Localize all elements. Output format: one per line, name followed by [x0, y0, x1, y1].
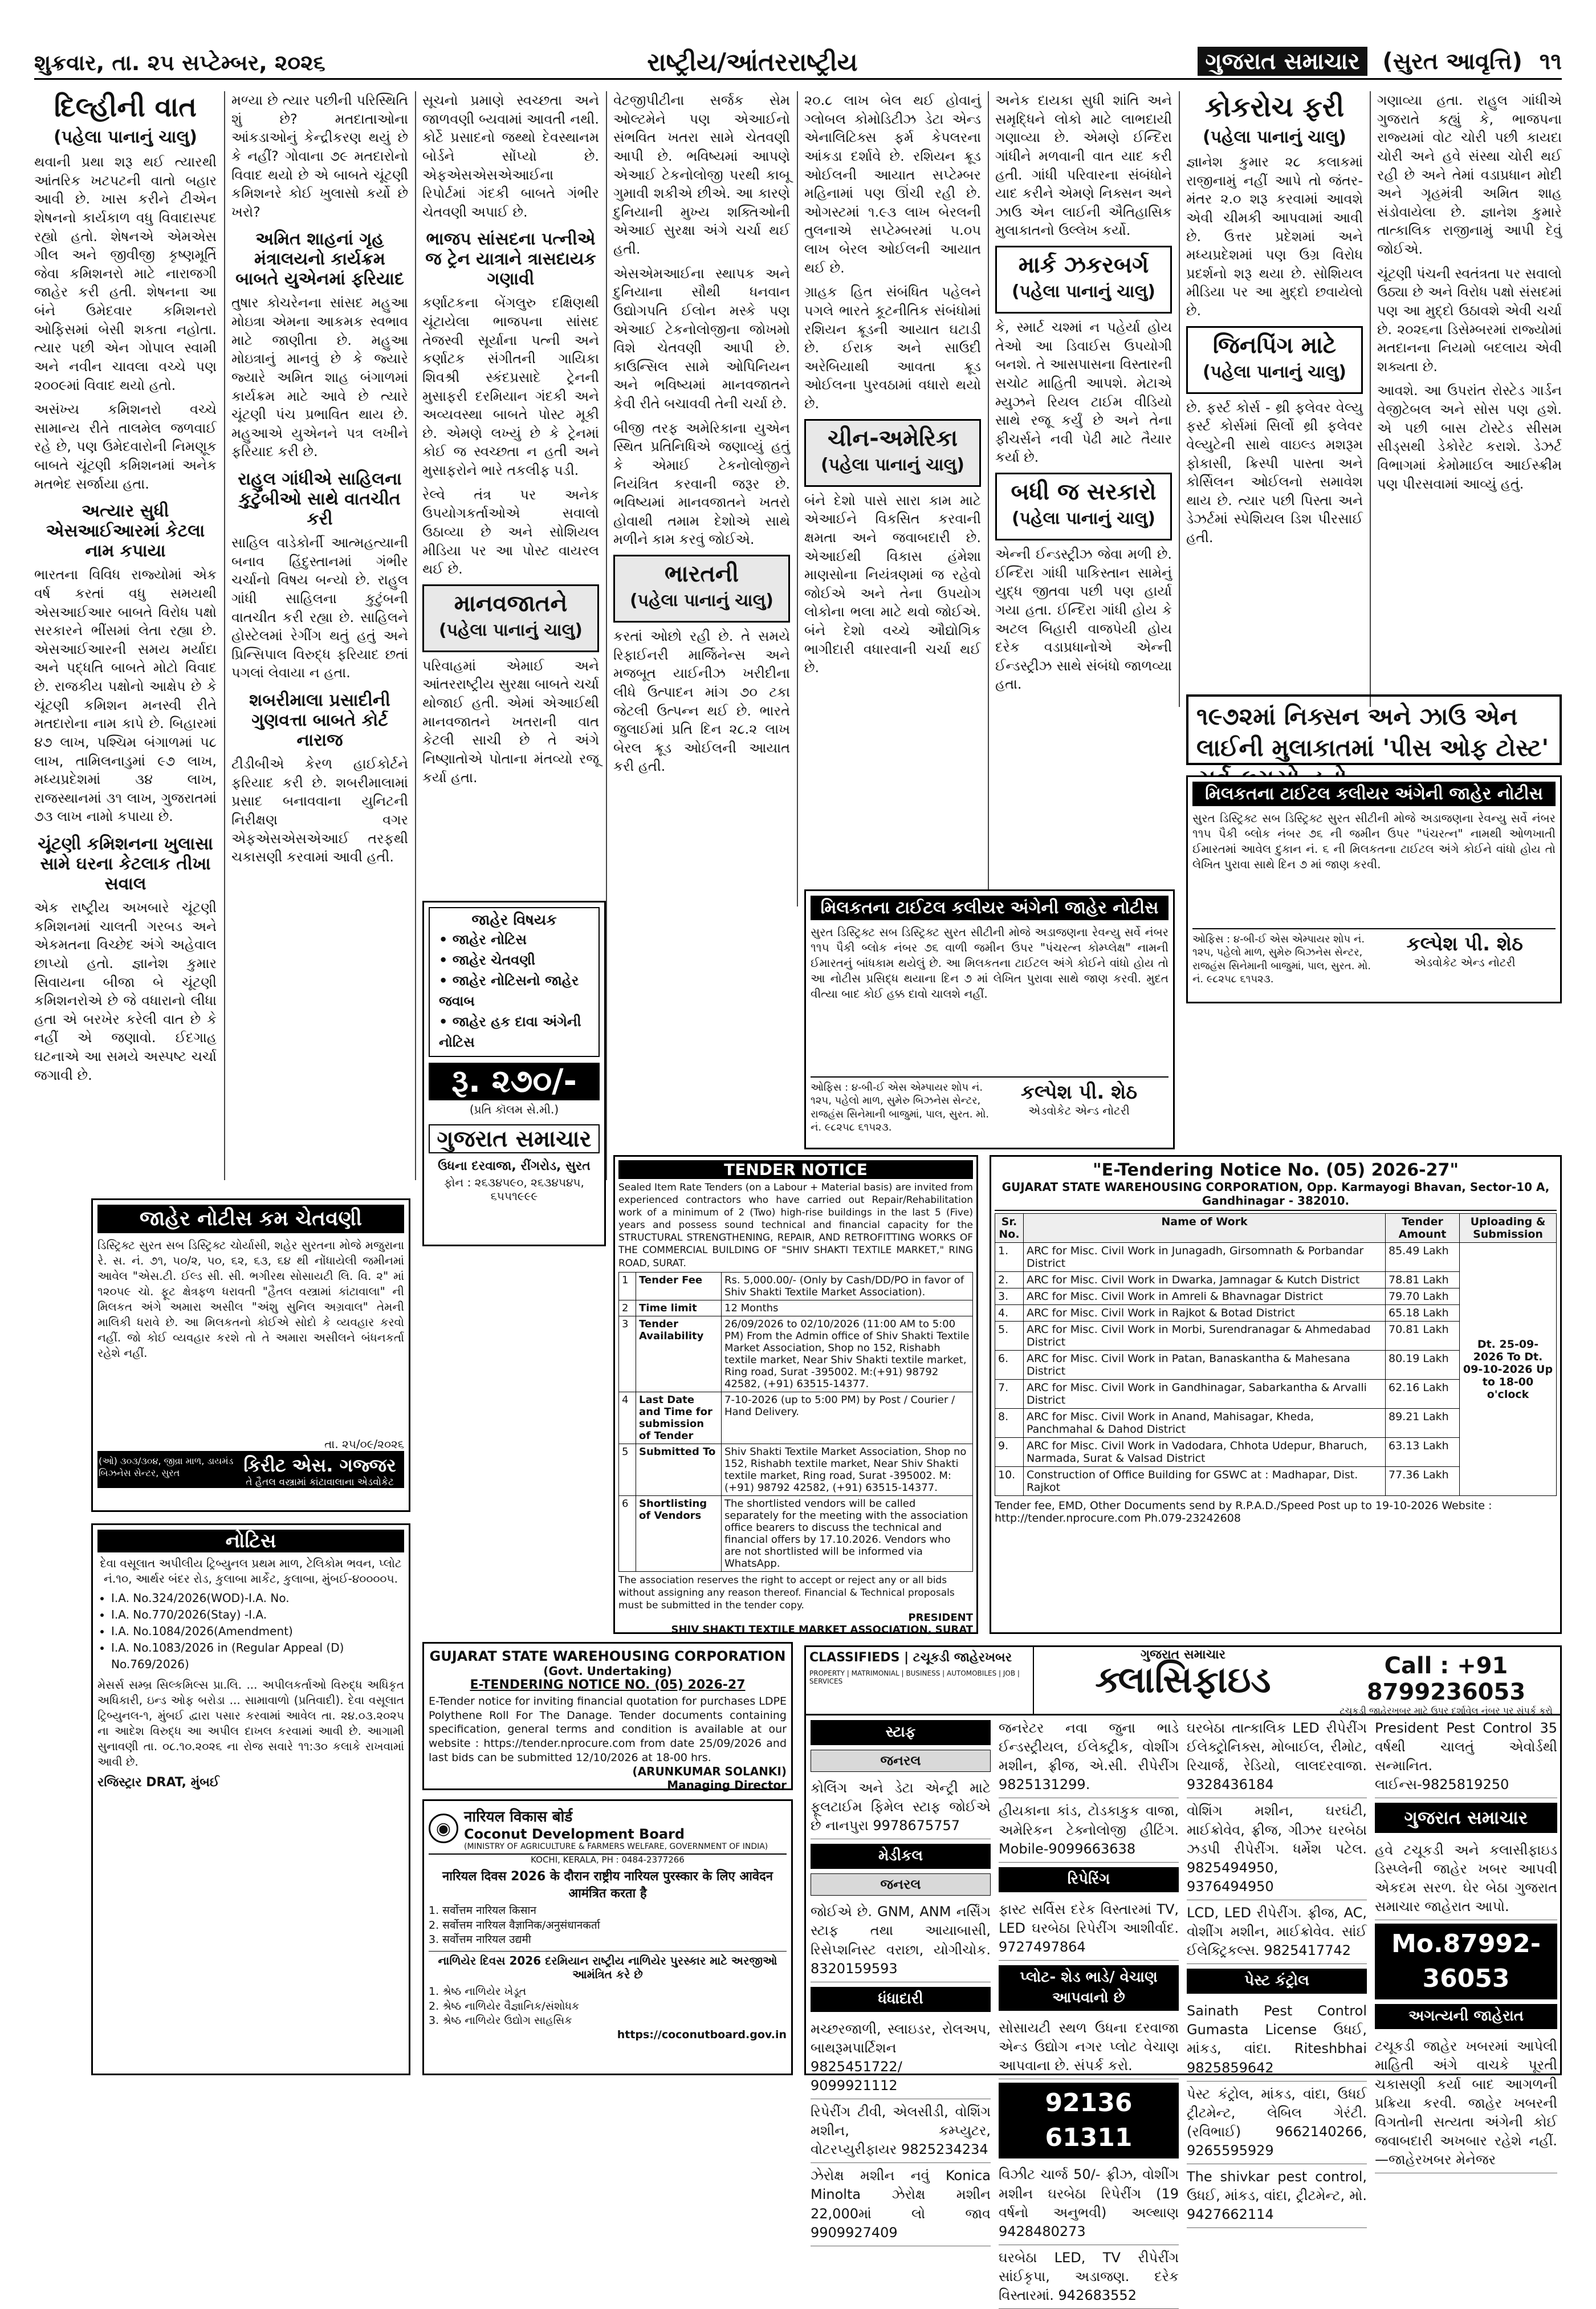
classified-category: ધંધાદારી [811, 1987, 991, 2012]
paragraph: અસંખ્ય કમિશનરો વચ્ચે સામાન્ય રીતે તાલમેલ જળવાઈ રહે છે, પણ ઉમેદવારોની નિમણૂક બાબતે ચૂંટણી કમિશનમાં અનેક મતભેદ સર્જાયા હતા. [34, 401, 217, 492]
categories-line: PROPERTY | MATRIMONIAL | BUSINESS | AUTOMOBILES | JOB | SERVICES [809, 1669, 1020, 1685]
continued-label: (પહેલા પાનાનું ચાલુ) [1202, 127, 1347, 147]
table-cell-value: 26/09/2026 to 02/10/2026 (11:00 AM to 5:00 PM) From the Admin office of Shiv Shakti Textile Market Association, Shop no 152, Rishabh textile market, Near Shiv Shakti textile market, Ring road, Surat -395002. M:(+91) 98792 42582, (+91) 63515-14377. [722, 1316, 973, 1392]
paragraph: બીજી તરફ અમેરિકાના યુએન સ્થિત પ્રતિનિધિએ જણાવ્યું હતું કે એમાઈ ટેકનોલોજીને નિયંત્રિત કરવાની જરૂર છે. ભવિષ્યમાં માનવજાતને ખતરો હોવાથી તમામ દેશોએ સાથે મળીને કામ કરવું જોઈએ. [613, 420, 790, 548]
table-cell-label: Submitted To [636, 1444, 722, 1495]
table-cell-amount: 78.81 Lakh [1386, 1272, 1460, 1288]
ad-tender-notice [613, 1155, 978, 1634]
ad-body: સુરત ડિસ્ટ્રિક્ટ સબ ડિસ્ટ્રિક્ટ સુરત સીટીની મોજે અડાજણના રેવન્યુ સર્વે નંબર ૧૧૫ પૈકી બ્લોક નંબર ૭૬ ની જમીન ઉપર "પંચરત્ન" નામથી ઓળખાતી ઈમારતમાં આવેલ દુકાન નં. ૬ ની મિલકતના ટાઈટલ અંગે કોઈને વાંધો હોય તો લેખિત પુરાવા સાથે દિન ૭ માં જાણ કરવી. [1192, 811, 1556, 871]
classified-column [1375, 1716, 1557, 2173]
list-item: 2. શ્રેષ્ઠ નાળિયેર વૈજ્ઞાનિક/સંશોધક [429, 1999, 580, 2013]
list-item: 1. શ્રેષ્ઠ નાળિયેર ખેડૂત [429, 1985, 527, 1998]
table-row [619, 1444, 973, 1495]
paragraph: કે, સ્માર્ટ ચશ્માં ન પહેર્યા હોય તેઓ આ ડિવાઈસ ઉપયોગી બનશે. તે આસપાસના વિસ્તારની સચોટ માહિતી આપશે. મેટાએ મ્યુઝને રિયલ ટાઈમ વીડિયો સાથે રજૂ કર્યું છે અને તેના ફીચર્સને નવી પેઢી માટે તૈયાર કર્યા છે. [995, 319, 1172, 466]
table-cell-work: ARC for Misc. Civil Work in Patan, Banaskantha & Mahesana District [1024, 1351, 1386, 1380]
classified-title-wrap [1034, 1647, 1332, 1714]
ad-president: PRESIDENT [908, 1611, 973, 1624]
paragraph: એન્ની ઈન્ડસ્ટ્રીઝ જેવા મળી છે. ઈન્દિરા ગાંધી પાકિસ્તાન સામેનું યુદ્ધ જીતવા પછી પણ હાર્યા ગયા હતા. ઈન્દિરા ગાંધી હોય કે અટલ બિહારી વાજપેયી હોય દરેક વડાપ્રધાનોએ એન્ની ઈન્ડસ્ટ્રીઝ સાથે સંબંધો જાળવ્યા હતા. [995, 546, 1172, 693]
ad-footer [1192, 928, 1556, 986]
ad-body: E-Tender notice for inviting financial quotation for purchases LDPE Polythene Roll For The Danage. Tender documents containing specification, general terms and condition is available at our website : https://tender.nprocure.com from date 25/09/2026 and last bids can be submitted 12/10/2026 at 18-00 hrs. [429, 1695, 787, 1764]
classified-call-note: ટચૂકડી જાહેરખબર માટે ઉપર દર્શાવેલ નંબર પર સંપર્ક કરો [1339, 1705, 1553, 1716]
list-item: • જાહેર નોટિસ [439, 932, 527, 948]
column-rule [415, 91, 416, 1180]
tender-table [618, 1272, 973, 1572]
ad-association: SHIV SHAKTI TEXTILE MARKET ASSOCIATION, SURAT [671, 1623, 973, 1636]
ad-sub: દેવા વસૂલાત અપીલીય ટ્રિબ્યુનલ પ્રથમ માળ, ટેલિકોમ ભવન, પ્લોટ નં.૧૦, આર્થર બંદર રોડ, કુલાબા માર્કેટ, કુલાબા, મુંબઈ-૪૦૦૦૦૫. [100, 1556, 402, 1586]
advocate-role: એડવોકેટ એન્ડ નોટરી [1028, 1104, 1130, 1117]
table-header: Sr. No. [995, 1214, 1024, 1243]
paragraph: રેલ્વે તંત્ર પર અનેક ઉપયોગકર્તાઓએ સવાલો ઉઠાવ્યા છે અને સોશિયલ મીડિયા પર આ પોસ્ટ વાયરલ થઈ છે. [422, 486, 599, 578]
table-cell-label: Shortlisting of Vendors [636, 1495, 722, 1571]
ad-date: તા. ૨૫/૦૯/૨૦૨૬ [324, 1437, 404, 1451]
paragraph: થવાની પ્રથા શરૂ થઈ ત્યારથી આંતરિક ખટપટની વાતો બહાર આવી છે. ખાસ કરીને ટીએન શેષનનો કાર્યકાળ વધુ વિવાદાસ્પદ રહ્યો હતો. શેષનએ એમએસ ગીલ અને જીવીજી કૃષ્ણમૂર્તિ જેવા કમિશનરો માટે નારાજગી જાહેર કરી હતી. શેષનના આ બંને ઉમેદવાર કમિશનરો ઓફિસમાં બેસી શકતા નહોતા. ત્યાર પછી એન ગોપાલ સ્વામી અને નવીન ચાવલા વચ્ચે પણ ૨૦૦૯માં વિવાદ થયો હતો. [34, 154, 217, 393]
headline: બધી જ સરકારો [1011, 479, 1157, 505]
ad-list [97, 1590, 404, 1673]
headline: દિલ્હીની વાત [54, 91, 197, 123]
subheading: ભાજપ સાંસદના પત્નીએ જ ટ્રેન યાત્રાને ત્રાસદાયક ગણાવી [425, 229, 596, 290]
table-cell-work: ARC for Misc. Civil Work in Anand, Mahisagar, Kheda, Panchmahal & Dahod District [1024, 1409, 1386, 1438]
table-header-row [995, 1214, 1557, 1243]
ad-gswc-small [422, 1642, 793, 1790]
gswc-table [995, 1213, 1557, 1496]
paragraph: અનેક દાયકા સુધી શાંતિ અને સમૃદ્ધિને લોકો માટે લાભદાયી ગણાવ્યા છે. એમણે ઈન્દિરા ગાંધીને મળવાની વાત યાદ કરી હતી. ગાંધી પરિવારના સંબંધોને યાદ કરીને એમણે નિક્સન અને ઝાઉ એન લાઈની ઐતિહાસિક મુલાકાતનો ઉલ્લેખ કર્યો. [995, 92, 1172, 239]
ad-title: મિલકતના ટાઈટલ કલીયર અંગેની જાહેર નોટીસ [1192, 782, 1556, 806]
continued-label: (પહેલા પાનાનું ચાલુ) [1011, 509, 1156, 529]
paragraph: કર્ણાટકના બેંગલુરુ દક્ષિણથી ચૂંટાયેલા ભાજપના સાંસદ તેજસ્વી સૂર્યાના પત્ની અને કર્ણાટક સંગીતની ગાયિકા શિવશ્રી સ્કંદપ્રસાદે ટ્રેનની મુસાફરી દરમિયાન ગંદકી અને અવ્યવસ્થા બાબતે પોસ્ટ મૂકી છે. એમણે લખ્યું છે કે ટ્રેનમાં કોઈ જ સ્વચ્છતા ન હતી અને મુસાફરોને ભારે તકલીફ પડી. [422, 295, 599, 478]
paragraph: આવશે. આ ઉપરાંત રોસ્ટેડ ગાર્ડન વેજીટેબલ અને સોસ પણ હશે. એ પછી બાસ ટોસ્ટેડ સીસમ સીડ્સથી ડેકોરેટ કરાશે. ડેઝર્ટ વિભાગમાં કેમોમાઈલ આઈસ્ક્રીમ પણ પીરસવામાં આવ્યું હતું. [1377, 383, 1562, 492]
ad-footer [97, 1451, 404, 1488]
paragraph: જ્ઞાનેશ કુમાર ૨૮ કલાકમાં રાજીનામું નહીં આપે તો જંતર-મંતર ૨.૦ શરૂ કરવામાં આવશે એવી ચીમકી આપવામાં આવી છે. ઉત્તર પ્રદેશમાં અને મધ્યપ્રદેશમાં પણ ઉગ્ર વિરોધ પ્રદર્શનો શરૂ થયા છે. સોશિયલ મીડિયા પર આ મુદ્દો છવાયેલો છે. [1186, 154, 1363, 319]
classified-phone-box: Mo.87992-36053 [1375, 1924, 1557, 1999]
paragraph: ટીડીબીએ કેરળ હાઈકોર્ટને ફરિયાદ કરી છે. શબરીમાલામાં પ્રસાદ બનાવવાના યુનિટની નિરીક્ષણ વગર એફએસએસએઆઈ તરફથી ચકાસણી કરવામાં આવી હતી. [231, 756, 408, 865]
continued-label: (પહેલા પાનાનું ચાલુ) [629, 591, 774, 611]
list-item: 3. सर्वोत्तम नारियल उद्यमी [429, 1933, 531, 1946]
table-cell-work: ARC for Misc. Civil Work in Vadodara, Chhota Udepur, Bharuch, Narmada, Surat & Valsad District [1024, 1438, 1386, 1467]
paragraph: સૂચનો પ્રમાણે સ્વચ્છતા અને જાળવણી બ્યવામાં આવતી નથી. કોર્ટે પ્રસાદનો જથ્થો દેવસ્થાનમ બોર્ડને સોંપ્યો છે. એફએસએસએઆઈના રિપોર્ટમાં ગંદકી બાબતે ગંભીર ચેતવણી અપાઈ છે. [422, 92, 599, 220]
list-item: • જાહેર ચેતવણી [439, 952, 536, 968]
paragraph: બંને દેશો પાસે સારા કામ માટે એઆઈને વિકસિત કરવાની ક્ષમતા અને જવાબદારી છે. એઆઈથી વિકાસ હંમેશા માણસોના નિયંત્રણમાં જ રહેવો જોઈએ અને તેના ઉપયોગ લોકોના ભલા માટે થવો જોઈએ. બંને દેશો વચ્ચે ઔદ્યોગિક ભાગીદારી વધારવાની ચર્ચા થઈ છે. [804, 492, 981, 676]
ad-list [429, 1904, 787, 1948]
classified-header [806, 1647, 1560, 1716]
article-delhi-cont [231, 91, 408, 1163]
classified-item: ઘરબેઠા LED, TV રીપેરીંગ સાંઈકૃપા, અડાજણ. દરેક વિસ્તારમાં. 942683552 [999, 2245, 1179, 2309]
ad-price: રૂ. ૨૭૦/- [429, 1063, 600, 1100]
ad-body: ડિસ્ટ્રિક્ટ સુરત સબ ડિસ્ટ્રિક્ટ ચોર્યાસી, શહેર સુરતના મોજે મજુરાના રે. સ. નં. ૭૧, ૫૦/૨, ૫૦, ૬૨, ૬૩, ૬૪ થી નોંધાયેલી જમીનમાં આવેલ "એસ.ટી. ઈલ્ડ સી. સી. ભગીરથ સોસાયટી લિ. વિ. ૨" માં ૧૨૦૫૯ ચો. ફૂટ ક્ષેત્રફળ ધરાવતી "હૈતલ વસ્ત્રામાં કાંટાવાલા" ની મિલકત અંગે અમારા અસીલ "અંશુ સુનિલ અગ્રવાલ" તેમની માલિકી ધરાવે છે. આ મિલકતનો કોઈએ સોદો કે વ્યવહાર કરવો નહીં. જો કોઈ વ્યવહાર કરશે તો તે અમારા અસીલને બંધનકર્તા રહેશે નહીં. [97, 1238, 404, 1360]
ad-gswc-etender [990, 1155, 1562, 1634]
table-cell-no: 5. [995, 1322, 1024, 1351]
table-cell-amount: 80.19 Lakh [1386, 1351, 1460, 1380]
table-cell-work: ARC for Misc. Civil Work in Amreli & Bhavnagar District [1024, 1288, 1386, 1305]
paragraph: પરિવાહમાં એમાઈ અને આંતરરાષ્ટ્રીય સુરક્ષા બાબતે ચર્ચા થોજાઈ હતી. એમાં એઆઈથી માનવજાતને ખતરાની વાત કેટલી સાચી છે તે અંગે નિષ્ણાતોએ પોતાના મંતવ્યો રજૂ કર્યા હતા. [422, 657, 599, 786]
table-cell-value: 12 Months [722, 1300, 973, 1316]
classified-item: રિપેરીંગ ટીવી, એલસીડી, વોશિંગ મશીન, કમ્પ્યુટર, વોટરપ્યુરીફાયર 9825234234 [811, 2099, 991, 2163]
classified-item: વોશિંગ મશીન, ઘરઘંટી, માઈક્રોવેવ, ફ્રીજ, ગીઝર ઘરબેઠા ઝડપી રીપેરીંગ. ધર્મેશ પટેલ. 9825494950, 9376494950 [1187, 1798, 1367, 1900]
ad-heading: જાહેર વિષયક [471, 912, 557, 929]
headline: કોકરોચ ફરી [1204, 91, 1345, 123]
table-cell-no: 7. [995, 1380, 1024, 1409]
ad-headline-hindi: नारियल दिवस 2026 के दौरान राष्ट्रीय नारियल पुरस्कार के लिए आवेदन आमंत्रित करता है [442, 1869, 773, 1901]
ad-sign [1374, 933, 1556, 986]
list-item: 2. सर्वोत्तम नारियल वैज्ञानिक/अनुसंधानकर्ता [429, 1918, 600, 1932]
table-cell-label: Tender Availability [636, 1316, 722, 1392]
column-rule [224, 91, 225, 1180]
highlight-text: ૧૯૭૨માં નિક્સન અને ઝાઉ એન લાઈની મુલાકાતમાં 'પીસ ઓફ ટોસ્ટ' [1196, 702, 1549, 762]
masthead [1198, 48, 1562, 75]
classified-category: સ્ટાફ [811, 1720, 991, 1745]
ad-headline-gujarati: નાળિયેર દિવસ 2026 દરમિયાન રાષ્ટ્રીય નાળિયેર પુરસ્કાર માટે અરજીઓ આમંત્રિત કરે છે [429, 1951, 787, 1981]
classified-item: The shivkar pest control, ઉધઈ, માંકડ, વાંદા, ટ્રીટમેન્ટ, મો. 9427662114 [1187, 2164, 1367, 2228]
table-cell-no: 2. [995, 1272, 1024, 1288]
paragraph: મળ્યા છે ત્યાર પછીની પરિસ્થિતિ શું છે? મતદાતાઓના આંકડાઓનું કેન્દ્રીકરણ થયું છે કે નહીં? ગોવાના ૭૯ મતદારોનો વિવાદ થયો છે એ બાબતે ચૂંટણી કમિશનરે કોઈ ખુલાસો કર્યો છે ખરો? [231, 92, 408, 220]
paragraph: ચૂંટણી પંચની સ્વતંત્રતા પર સવાલો ઉઠ્યા છે અને વિરોધ પક્ષો સંસદમાં પણ આ મુદ્દો ઉઠાવશે એવી ચર્ચા છે. ૨૦૨૬ના ડિસેમ્બરમાં રાજ્યોમાં મતદાનના નિયમો બદલાય એવી શક્યતા છે. [1377, 265, 1562, 375]
table-cell-no: 2 [619, 1300, 636, 1316]
classified-item: ઘરબેઠા તાત્કાલિક LED રીપેરીંગ ઈલેક્ટ્રોનિક્સ, મોબાઈલ, રીમોટ, રિચાર્જ, રેડિયો, લાલદરવાજા. 9328436184 [1187, 1716, 1367, 1798]
article-col8 [1377, 91, 1562, 690]
ad-website[interactable]: https://coconutboard.gov.in [617, 2028, 787, 2041]
article-col3 [422, 91, 599, 901]
ad-office: ઓફિસ : ૪-બી-ઈ એસ એમ્પાયર શોપ નં. ૧૨૫, પહેલો માળ, સુમેરુ બિઝનેસ સેન્ટર, રાજહંસ સિનેમાની બાજુમાં, પાલ, સુરત. મો. નં. ૯૮૨૫૮ ૬૧૫૨૩. [811, 1082, 990, 1134]
ad-list-box [429, 907, 600, 1057]
table-cell-work: ARC for Misc. Civil Work in Gandhinagar, Sabarkantha & Arvalli District [1024, 1380, 1386, 1409]
advocate-role: તે હૈતલ વસ્ત્રામાં કાંટાવાલાના એડવોકેટ [246, 1477, 394, 1488]
section-box [804, 419, 981, 487]
ad-masthead: ગુજરાત સમાચાર [429, 1124, 600, 1153]
classified-section [804, 1645, 1562, 2304]
article-delhi [34, 91, 217, 1163]
section-box [613, 555, 790, 623]
label-gu: ટચૂકડી જાહેરખબર [913, 1651, 1012, 1665]
table-cell-no: 10. [995, 1467, 1024, 1496]
classified-item: પેસ્ટ કંટ્રોલ, માંકડ, વાંદા, ઉધઈ ટ્રીટમેન્ટ, લેબિલ ગેરંટી. (રવિભાઈ) 9662140266, 9265595929 [1187, 2082, 1367, 2164]
page-number: ૧૧ [1539, 48, 1562, 75]
edition-label: (સુરત આવૃત્તિ) [1382, 48, 1522, 75]
ad-body: મેસર્સ સમ્બ્ર સિલ્કમિલ્સ પ્રા.લિ. ... અપીલકર્તાઓ વિરુદ્ધ અધિકૃત અધિકારી, ઇન્ડ ઓફ બરોડા ... સામાવાળો (પ્રતિવાદી). દેવા વસૂલાત ટ્રિબ્યુનલ-૧, મુંબઈ દ્વારા પસાર કરવામાં આવેલ તા. ૨૪.૦૩.૨૦૨૫ ના આદેશ વિરુદ્ધ આ અપીલ દાખલ કરવામાં આવી છે. આગામી સુનાવણી તા. ૦૮.૧૦.૨૦૨૬ ના રોજ સવારે ૧૧:૩૦ કલાકે રાખવામાં આવી છે. [97, 1678, 404, 1769]
classified-label [806, 1647, 1034, 1714]
list-item: • જાહેર નોટિસનો જાહેર જવાબ [439, 973, 579, 1009]
classified-column [811, 1716, 991, 2246]
section-box [1186, 326, 1363, 394]
classified-body [806, 1716, 1560, 2304]
classified-subcategory: જનરલ [811, 1750, 991, 1772]
table-cell-value: Rs. 5,000.00/- (Only by Cash/DD/PO in favor of Shiv Shakti Textile Market Association). [722, 1272, 973, 1300]
table-cell-no: 3. [995, 1288, 1024, 1305]
ad-title: મિલકતના ટાઈટલ કલીયર અંગેની જાહેર નોટીસ [811, 896, 1168, 920]
classified-item: મચ્છરજાળી, સ્લાઇડર, રોલઅપ, બાથરૂમપાર્ટિશન 9825451722/ 9099921112 [811, 2017, 991, 2099]
table-row [619, 1272, 973, 1300]
table-cell-submission: Dt. 25-09-2026 To Dt. 09-10-2026 Up to 18-00 o'clock [1460, 1243, 1557, 1496]
list-item: • I.A. No.324/2026(WOD)-I.A. No. [111, 1590, 404, 1607]
table-cell-work: ARC for Misc. Civil Work in Rajkot & Botad District [1024, 1305, 1386, 1322]
label-en: CLASSIFIEDS [809, 1651, 900, 1665]
paragraph: સાહિલ વાડેકોર્ની આત્મહત્યાની બનાવ હિંદુસ્તાનમાં ગંભીર ચર્ચાનો વિષય બન્યો છે. રાહુલ ગાંધી સાહિલના કુટુંબની વાતચીત કરી રહ્યા છે. સાહિલને હોસ્ટેલમાં રેગીંગ થતું હતું અને પ્રિન્સિપાલ વિરુદ્ધ ફરિયાદ છતાં પગલાં લેવાયા ન હતા. [231, 535, 408, 681]
ad-price-note: (પ્રતિ કૉલમ સે.મી.) [469, 1103, 559, 1116]
section-box [995, 473, 1172, 540]
list-item: • I.A. No.1083/2026 in (Regular Appeal (D) No.769/2026) [111, 1640, 404, 1673]
classified-item: ફાસ્ટ સર્વિસ દરેક વિસ્તારમાં TV, LED ઘરબેઠા રિપેરીંગ આશીર્વાદ. 9727497864 [999, 1897, 1179, 1961]
ad-title-notice-1 [804, 889, 1175, 1149]
table-cell-no: 9. [995, 1438, 1024, 1467]
classified-title: ક્લાસિફાઇડ [1095, 1659, 1271, 1701]
ad-address: (ઓ) ૩૦૩/૩૦૪, જીવ્રા માળ, ડાયમંડ બિઝનેસ સેન્ટર, સુરત [99, 1456, 234, 1478]
table-cell-amount: 85.49 Lakh [1386, 1243, 1460, 1272]
continued-label: (પહેલા પાનાનું ચાલુ) [438, 620, 583, 640]
continued-label: (પહેલા પાનાનું ચાલુ) [820, 454, 965, 475]
ad-name-hindi: नारियल विकास बोर्ड [464, 1808, 573, 1826]
paragraph: ગ્રાહક હિત સંબંધિત પહેલને પગલે ભારતે કૂટનીતિક સંબંધોમાં રશિયન ક્રૂડની આયાત ઘટાડી છે. ઈરાક અને સાઉદી અરેબિયાથી આવતા ક્રૂડ ઓઈલના પુરવઠામાં વધારો થયો છે. [804, 284, 981, 412]
newspaper-page [34, 46, 1562, 2304]
table-cell-value: The shortlisted vendors will be called separately for the meeting with the association office bearers to discuss the technical and financial offers by 17.10.2026. Vendors who are not shortlisted will be informed via WhatsApp. [722, 1495, 973, 1571]
classified-tags: CLASSIFIEDS | ટચૂકડી જાહેરખબર [809, 1651, 1012, 1665]
ad-notice-no: E-TENDERING NOTICE NO. (05) 2026-27 [470, 1678, 746, 1692]
ad-title: TENDER NOTICE [618, 1160, 973, 1179]
paragraph: તુષાર કોચરેનના સાંસદ મહુઆ મોઇત્રા એમના આકમક સ્વભાવ માટે જાણીતા છે. મહુઆ મોઇત્રાનું માનવું છે કે જ્યારે જ્યારે અમિત શાહ બંગાળમાં કાર્યક્રમ માટે આવે છે ત્યારે ચૂંટણી પંચ પ્રભાવિત થાય છે. મહુઆએ યુએનને પત્ર લખીને ફરિયાદ કરી છે. [231, 295, 408, 460]
table-cell-amount: 62.16 Lakh [1386, 1380, 1460, 1409]
table-row [619, 1392, 973, 1444]
table-row [619, 1316, 973, 1392]
table-cell-value: Shiv Shakti Textile Market Association, Shop no 152, Rishabh textile market, Near Shiv Shakti textile market, Ring road, Surat -395002. M:(+91) 98792 42582, (+91) 63515-14377. [722, 1444, 973, 1495]
subheading: રાહુલ ગાંધીએ સાહિલના કુટુંબીઓ સાથે વાતચીત કરી [238, 469, 402, 529]
paragraph: ભારતના વિવિધ રાજ્યોમાં એક વર્ષ કરતાં વધુ સમયથી એસઆઈઆર બાબતે વિરોધ પક્ષો સરકારને ભીંસમાં લેતા રહ્યા છે. એસઆઈઆરની સમય મર્યાદા અને પદ્ધતિ બાબતે મોટો વિવાદ છે. રાજકીય પક્ષોનો આક્ષેપ છે કે ચૂંટણી કમિશન મનસ્વી રીતે મતદારોના નામ કાપે છે. બિહારમાં ૪૭ લાખ, પશ્ચિમ બંગાળમાં ૫૮ લાખ, તામિલનાડુમાં ૯૭ લાખ, મધ્યપ્રદેશમાં ૩૪ લાખ, રાજસ્થાનમાં ૩૧ લાખ, ગુજરાતમાં ૭૩ લાખ નામો કપાયા છે. [34, 567, 217, 825]
table-cell-no: 1 [619, 1272, 636, 1300]
classified-subcategory: જનરલ [811, 1873, 991, 1896]
subheading: અત્યાર સુધી એસઆઈઆરમાં કેટલા નામ કપાયા [46, 501, 205, 562]
continued-label: (પહેલા પાનાનું ચાલુ) [1011, 282, 1156, 302]
ad-sign: રજિસ્ટ્રાર DRAT, મુંબઈ [97, 1775, 219, 1790]
ad-public-notice-warning [91, 1198, 410, 1512]
classified-category: પેસ્ટ કંટ્રોલ [1187, 1969, 1367, 1994]
subheading: અમિત શાહનાં ગૃહ મંત્રાલયનો કાર્યક્રમ બાબતે યુએનમાં ફરિયાદ [235, 229, 404, 290]
paragraph: ગણાવ્યા હતા. રાહુલ ગાંધીએ ગુજરાતે કહ્યું કે, ભાજપના રાજ્યમાં વોટ ચોરી પછી કાયદા ચોરી અને હવે સંસ્થા ચોરી થઈ રહી છે અને તેમાં વડાપ્રધાન મોદી અને ગૃહમંત્રી અમિત શાહ સંડોવાયેલા છે. જ્ઞાનેશ કુમારે તાત્કાલિક રાજીનામું આપી દેવું જોઈએ. [1377, 92, 1562, 257]
table-cell-amount: 79.70 Lakh [1386, 1288, 1460, 1305]
article-col5 [804, 91, 981, 901]
classified-item: ઝેરોક્ષ મશીન નવું Konica Minolta ઝેરોક્ષ મશીન 22,000માં લો જાવ 9909927409 [811, 2163, 991, 2246]
column-rule [797, 91, 798, 906]
classified-masthead: ગુજરાત સમાચાર [1141, 1647, 1226, 1662]
ad-corp: GUJARAT STATE WAREHOUSING CORPORATION, Opp. Karmayogi Bhavan, Sector-10 A, Gandhinagar - 382010. [995, 1180, 1557, 1211]
table-cell-label: Tender Fee [636, 1272, 722, 1300]
table-cell-label: Time limit [636, 1300, 722, 1316]
article-col6 [995, 91, 1172, 901]
headline: માનવજાતને [454, 590, 568, 617]
classified-item: કોલિંગ અને ડેટા એન્ટ્રી માટે ફૂલટાઈમ ફિમેલ સ્ટાફ જોઈએ છે નાનપુરા 9978675757 [811, 1775, 991, 1839]
ad-title: "E-Tendering Notice No. (05) 2026-27" [1093, 1160, 1459, 1180]
table-cell-amount: 77.36 Lakh [1386, 1467, 1460, 1496]
table-row [619, 1300, 973, 1316]
ad-intro: Sealed Item Rate Tenders (on a Labour + Material basis) are invited from experienced contractors who have carried out Repair/Rehabilitation work of a minimum of 2 (Two) high-rise buildings in the last 5 (Five) years and possess sound technical and financial capacity for the STRUCTURAL STRENGTHENING, REPAIR, AND RETROFITTING WORKS OF THE COMMERCIAL BUILDING OF "SHIV SHAKTI TEXTILE MARKET," RING ROAD, SURAT. [618, 1182, 973, 1269]
page-header [34, 46, 1562, 80]
table-cell-value: 7-10-2026 (up to 5:00 PM) by Post / Courier / Hand Delivery. [722, 1392, 973, 1444]
table-header: Tender Amount [1386, 1214, 1460, 1243]
ad-list [429, 1985, 787, 2028]
column-rule [1179, 91, 1180, 707]
ad-address: KOCHI, KERALA, PH : 0484-2377266 [531, 1855, 685, 1865]
classified-item: હીયકાના કાંડ, ટોડકાકુક વાજા, અમેરિકન ટેક્નોલોજી હીટિંગ. Mobile-9099663638 [999, 1798, 1179, 1862]
ad-title: જાહેર નોટીસ કમ ચેતવણી [97, 1205, 404, 1233]
classified-item: જનરેટર નવા જુના ભાડે ઈન્ડસ્ટ્રીયલ, ઈલેક્ટ્રીક, વોશીંગ મશીન, ફ્રીજ, એ.સી. રીપેરીંગ 9825131299. [999, 1716, 1179, 1798]
subheading: શબરીમાલા પ્રસાદીની ગુણવત્તા બાબતે કોર્ટ નારાજ [249, 690, 390, 750]
table-cell-work: Construction of Office Building for GSWC at : Madhapar, Dist. Rajkot [1024, 1467, 1386, 1496]
column-rule [988, 91, 989, 906]
paragraph: ૨૦.૮ લાખ બેલ થઈ હોવાનું ગ્લોબલ કોમોડિટીઝ ડેટા એન્ડ એનાલિટિક્સ ફર્મ કેપલરના આંકડા દર્શાવે છે. રશિયન ક્રૂડ ઓઈલની આયાત સપ્ટેમ્બર મહિનામાં પણ ઊંચી રહી છે. ઓગસ્ટમાં ૧.૯૩ લાખ બેરલની તુલનાએ સપ્ટેમ્બરમાં ૫.૦૫ લાખ બેરલ ઓઈલની આયાત થઈ છે. [804, 92, 981, 276]
ad-footer: Tender fee, EMD, Other Documents send by R.P.A.D./Speed Post up to 19-10-2026 Website : http://tender.nprocure.com Ph.079-23242608 [995, 1499, 1492, 1525]
ad-name-english: Coconut Development Board [464, 1826, 685, 1842]
coconut-logo-icon: ◉ [429, 1814, 458, 1843]
paragraph: વેટજીપીટીના સર્જક સેમ ઓલ્ટમેને પણ એઆઈનો સંભવિત ખતરા સામે ચેતવણી આપી છે. ભવિષ્યમાં આપણે એઆઈ ટેકનોલોજી પરથી કાબૂ ગુમાવી શકીએ છીએ. આ કારણે દુનિયાની મુખ્ય શક્તિઓની એઆઈ સુરક્ષા અંગે ચર્ચા થઈ હતી. [613, 92, 790, 257]
classified-masthead-box: ગુજરાત સમાચાર [1375, 1803, 1557, 1832]
ad-sign-name: (ARUNKUMAR SOLANKI) [632, 1765, 787, 1779]
ad-contact: ઉધના દરવાજા, રીંગરોડ, સુરત [438, 1159, 591, 1173]
ad-coconut-board [422, 1799, 793, 2075]
section-title: રાષ્ટ્રીય/આંતરરાષ્ટ્રીય [647, 48, 858, 77]
ad-phone: ફોન : ૨૬૩૪૫૯૦, ૨૬૩૪૫૪૫, ૬૫૫૧૯૯૯ [444, 1176, 584, 1203]
table-cell-no: 8. [995, 1409, 1024, 1438]
table-header: Uploading & Submission [1460, 1214, 1557, 1243]
ad-sub: (Govt. Undertaking) [543, 1664, 672, 1678]
list-item: 1. सर्वोत्तम नारियल किसान [429, 1904, 536, 1917]
paragraph: એસએમઆઈના સ્થાપક અને દુનિયાના સૌથી ધનવાન ઉદ્યોગપતિ ઈલોન મસ્કે પણ એઆઈ ટેકનોલોજીના જોખમો વિશે ચેતવણી આપી છે. કાઉન્સિલ સામે ઓપિનિયન અને ભવિષ્યમાં માનવજાતને કેવી રીતે બચાવવી તેની ચર્ચા છે. [613, 265, 790, 412]
article-col4 [613, 91, 790, 901]
ad-names [464, 1806, 768, 1851]
ad-tribunal-notice [91, 1523, 410, 2075]
headline: જિનપિંગ માટે [1212, 332, 1337, 359]
column-rule [606, 91, 607, 1180]
ad-title-notice-2 [1186, 775, 1562, 1003]
ad-body: સુરત ડિસ્ટ્રિક્ટ સબ ડિસ્ટ્રિક્ટ સુરત સીટીની મોજે અડાજણના રેવન્યુ સર્વે નંબર ૧૧૫ પૈકી બ્લોક નંબર ૭૬ વાળી જમીન ઉપર "પંચરત્ન કોમ્પ્લેક્ષ" નામની ઈમારતનું બાંધકામ થયેલું છે. આ મિલકતના ટાઈટલ અંગે કોઈને વાંધો હોય તો આ નોટીસ પ્રસિદ્ધ થયાના દિન ૭ માં લેખિત પુરાવા સાથે જાણ કરવી. મુદત વીત્યા બાદ કોઈ હક્ક દાવો ચાલશે નહીં. [811, 925, 1168, 1001]
classified-category: રિપેરિંગ [999, 1867, 1179, 1892]
ad-header [429, 1806, 787, 1855]
classified-phone[interactable]: Call : +91 8799236053 [1366, 1653, 1526, 1705]
section-box [422, 584, 599, 652]
continued-label: (પહેલા પાનાનું ચાલુ) [1202, 361, 1347, 382]
issue-date: શુક્રવાર, તા. ૨૫ સપ્ટેમ્બર, ૨૦૨૬ [34, 50, 325, 75]
ad-footer: The association reserves the right to accept or reject any or all bids without assigning any reason thereof. Financial & Technical proposals must be submitted in the tender copy. [618, 1574, 955, 1611]
ad-sign [235, 1454, 404, 1488]
ad-title: નોટિસ [97, 1530, 404, 1552]
table-cell-no: 3 [619, 1316, 636, 1392]
table-cell-amount: 63.13 Lakh [1386, 1438, 1460, 1467]
classified-item: વિઝીટ ચાર્જ 50/- ફ્રીઝ, વોશીંગ મશીન ઘરબેઠા રિપેરીંગ (19 વર્ષનો અનુભવી) અલ્થાણ 9428480273 [999, 2162, 1179, 2245]
classified-item: હવે ટચૂકડી અને કલાસીફાઇડ ડિસ્પ્લેની જાહેર ખબર આપવી એકદમ સરળ. ઘેર બેઠા ગુજરાત સમાચાર જાહેરાત આપો. [1375, 1838, 1557, 1920]
ad-office: ઓફિસ : ૪-બી-ઈ એસ એમ્પાયર શોપ નં. ૧૨૫, પહેલો માળ, સુમેરુ બિઝનેસ સેન્ટર, રાજહંસ સિનેમાની બાજુમાં, પાલ, સુરત. મો. નં. ૯૮૨૫૮ ૬૧૫૨૩. [1192, 933, 1371, 986]
list-item: • I.A. No.770/2026(Stay) -I.A. [111, 1607, 404, 1623]
headline: ભારતની [664, 561, 739, 587]
classified-call [1332, 1647, 1560, 1714]
classified-phone-box: 92136 61311 [999, 2083, 1179, 2158]
masthead-logo: ગુજરાત સમાચાર [1198, 47, 1368, 76]
table-row [619, 1495, 973, 1571]
classified-item: LCD, LED રીપેરીંગ. ફ્રીજ, AC, વોશીંગ મશીન, માઈક્રોવેવ. સાંઈ ઈલેક્ટ્રિકલ્સ. 9825417742 [1187, 1900, 1367, 1964]
paragraph: છે. ફર્સ્ટ કોર્સ - થ્રી ફલેવર વેલ્યુ ફર્સ્ટ કોર્સમાં સિર્લો થ્રી ફલેવર વેલ્યુટેની સાથે વાઇલ્ડ મશરૂમ ફોકાસી, ક્રિસ્પી પાસ્તા અને કોર્સિલન ઓઈલનો સમાવેશ થાય છે. ત્યાર પછી પિસ્તા અને ડેઝર્ટમાં સ્પેશિયલ ડિશ પીરસાઈ હતી. [1186, 399, 1363, 546]
list-item: • જાહેર હક દાવા અંગેની નોટિસ [439, 1014, 581, 1050]
table-row [995, 1243, 1557, 1272]
headline: માર્ક ઝકરબર્ગ [1018, 252, 1149, 278]
table-cell-work: ARC for Misc. Civil Work in Junagadh, Girsomnath & Porbandar District [1024, 1243, 1386, 1272]
table-cell-no: 6. [995, 1351, 1024, 1380]
ad-gujarat-samachar-rates [422, 901, 606, 1246]
table-cell-no: 5 [619, 1444, 636, 1495]
paragraph: એક રાષ્ટ્રીય અખબારે ચૂંટણી કમિશનમાં ચાલતી ગરબડ અને એકમતના વિચ્છેદ અંગે અહેવાલ છાપ્યો હતો. જ્ઞાનેશ કુમાર સિવાયના બીજા બે ચૂંટણી કમિશનરોએ છે જે વધારાનો લીધા હતા એ બરખેર કરેલી વાત છે કે નહીં એ જણાવો. ઈદગાહ ઘટનાએ આ સમયે અસ્પષ્ટ ચર્ચા જગાવી છે. [34, 900, 217, 1083]
advocate-name: કલ્પેશ પી. શેઠ [1020, 1081, 1138, 1104]
ad-list [433, 929, 595, 1052]
list-item: • I.A. No.1084/2026(Amendment) [111, 1623, 404, 1640]
table-cell-amount: 70.81 Lakh [1386, 1322, 1460, 1351]
table-cell-no: 1. [995, 1243, 1024, 1272]
article-col7 [1186, 91, 1363, 690]
table-cell-work: ARC for Misc. Civil Work in Dwarka, Jamnagar & Kutch District [1024, 1272, 1386, 1288]
table-header: Name of Work [1024, 1214, 1386, 1243]
classified-category: પ્લોટ- શેડ ભાડે/ વેચાણ આપવાનો છે [999, 1965, 1179, 2011]
classified-item: President Pest Control 35 વર્ષથી ચાલતું એવોર્ડથી સન્માનિત. લાઈન્સ-9825819250 [1375, 1716, 1557, 1798]
classified-category: અગત્યની જાહેરાત [1375, 2004, 1557, 2029]
classified-item: ટચૂકડી જાહેર ખબરમાં આપેલી માહિતી અંગે વાચકે પૂરતી ચકાસણી કર્યા બાદ આગળની પ્રક્રિયા કરવી. જાહેર ખબરની વિગતોની સત્યતા અંગેની કોઈ જવાબદારી અખબાર રહેશે નહીં. —જાહેરખબર મેનેજર [1375, 2034, 1557, 2173]
ad-corp: GUJARAT STATE WAREHOUSING CORPORATION [429, 1648, 786, 1664]
table-cell-no: 4 [619, 1392, 636, 1444]
ad-sign-role: Managing Director [667, 1778, 787, 1792]
table-cell-work: ARC for Misc. Civil Work in Morbi, Surendranagar & Ahmedabad District [1024, 1322, 1386, 1351]
classified-column [1187, 1716, 1367, 2228]
advocate-name: કિરીટ એસ. ગજ્જર [243, 1454, 396, 1476]
paragraph: કરતાં ઓછો રહી છે. તે સમયે રિફાઈનરી માર્જિનેન્સ અને મજબૂત યાઈનીઝ ખરીદીના લીધે ઉત્પાદન માંગ ૭૦ ટકા જેટલી ઉત્પન્ન થઈ છે. ભારતે જુલાઈમાં પ્રતિ દિન ૨૮.૨ લાખ બેરલ ક્રૂડ ઓઈલની આયાત કરી હતી. [613, 628, 790, 775]
column-rule [1370, 91, 1371, 707]
table-cell-label: Last Date and Time for submission of Tender [636, 1392, 722, 1444]
headline: ચીન-અમેરિકા [827, 425, 958, 452]
classified-item: સોસાયટી સ્થળ ઉધના દરવાજા એન્ડ ઉદ્યોગ નગર પ્લોટ વેચાણ આપવાના છે. સંપર્ક કરો. [999, 2015, 1179, 2079]
subheading: ચૂંટણી કમિશનના ખુલાસા સામે ઘરના કેટલાક તીખા સવાલ [38, 834, 213, 894]
table-cell-amount: 65.18 Lakh [1386, 1305, 1460, 1322]
section-box [995, 246, 1172, 314]
ad-footer [811, 1076, 1168, 1135]
ad-sign [990, 1081, 1168, 1135]
advocate-role: એડવોકેટ એન્ડ નોટરી [1414, 956, 1516, 969]
classified-category: મેડીકલ [811, 1844, 991, 1869]
table-cell-no: 6 [619, 1495, 636, 1571]
table-cell-no: 4. [995, 1305, 1024, 1322]
continued-label: (પહેલા પાનાનું ચાલુ) [53, 127, 198, 147]
list-item: 3. શ્રેષ્ઠ નાળિયેર ઉદ્યોગ સાહસિક [429, 2014, 572, 2027]
classified-item: Sainath Pest Control Gumasta License ઉધઈ, માંકડ, વાંદા. Riteshbhai 9825859642 [1187, 1998, 1367, 2081]
table-cell-amount: 89.21 Lakh [1386, 1409, 1460, 1438]
classified-item: જોઈએ છે. GNM, ANM નર્સિંગ સ્ટાફ તથા આયાબાસી, રિસેપ્શનિસ્ટ વરાછા, યોગીચોક. 8320159593 [811, 1899, 991, 1982]
advocate-name: કલ્પેશ પી. શેઠ [1406, 933, 1523, 956]
highlight-box [1186, 694, 1562, 765]
classified-column [999, 1716, 1179, 2309]
ad-ministry: (MINISTRY OF AGRICULTURE & FARMERS WELFARE, GOVERNMENT OF INDIA) [464, 1842, 768, 1851]
